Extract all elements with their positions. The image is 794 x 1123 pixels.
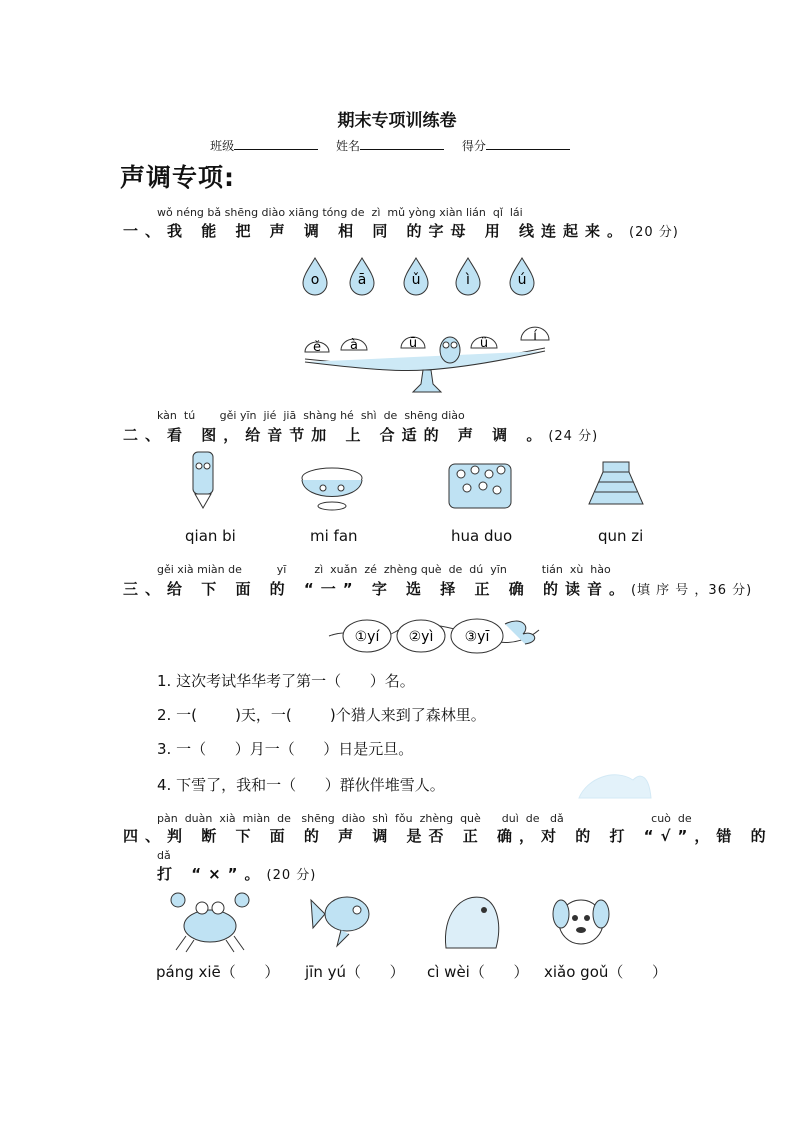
q4-instruction-2 <box>157 863 316 884</box>
q3-text: 三、给 下 面 的 “一” 字 选 择 正 确 的读音。 <box>123 580 631 598</box>
drop-letter: ǔ <box>411 272 421 288</box>
q4-word: cì wèi（ ） <box>427 963 529 981</box>
q4-word: jīn yú（ ） <box>305 963 405 981</box>
q1-score: (20 分) <box>629 225 679 240</box>
class-blank[interactable] <box>234 137 318 150</box>
score-label: 得分 <box>461 139 486 153</box>
q2-score: (24 分) <box>548 429 599 444</box>
option-label: ③yī <box>464 629 490 645</box>
q3-options-illustration <box>325 610 545 660</box>
snow-decoration-icon <box>575 758 655 802</box>
q4-score: (20 分) <box>266 868 317 883</box>
leaf-letter: à <box>350 338 358 353</box>
drop-letter: ì <box>466 272 470 288</box>
crab-icon <box>168 886 252 956</box>
drop-letter: ā <box>357 272 367 288</box>
hedgehog-icon <box>440 886 504 954</box>
option-label: ②yì <box>408 629 434 645</box>
q1-text: 一、我 能 把 声 调 相 同 的字母 用 线连起来。 <box>123 222 630 240</box>
q2-pinyin: kàn tú gěi yīn jié jiā shàng hé shì de shēng diào <box>157 409 465 422</box>
drop-letter: o <box>310 272 320 288</box>
option-pumpkin[interactable] <box>397 620 445 652</box>
page-title: 期末专项训练卷 <box>337 111 457 131</box>
q3-item: 4. 下雪了，我和一（ ）群伙伴堆雪人。 <box>157 776 445 794</box>
student-info-row <box>0 137 794 154</box>
q4-instruction: 四、判 断 下 面 的 声 调 是否 正 确，对 的 打 “√”，错 的 <box>123 827 773 845</box>
drop-icon[interactable] <box>510 258 534 295</box>
q3-item: 2. 一( )天，一( )个猎人来到了森林里。 <box>157 706 486 724</box>
q4-text-2: 打 “×”。 <box>157 865 267 883</box>
name-blank[interactable] <box>360 137 444 150</box>
q1-instruction <box>123 220 679 241</box>
skirt-icon <box>585 456 647 512</box>
option-pumpkin[interactable] <box>451 619 503 653</box>
rice-bowl-icon <box>292 460 372 515</box>
q2-instruction <box>123 424 598 445</box>
goldfish-icon <box>307 886 377 950</box>
q3-instruction <box>123 578 752 599</box>
q3-pinyin: gěi xià miàn de yī zì xuǎn zé zhèng què de dú yīn tián xù hào <box>157 563 611 576</box>
q1-drops <box>290 252 550 297</box>
q3-score: (填 序 号 ，36 分) <box>630 583 753 598</box>
leaf-letter: í <box>533 329 537 344</box>
q4-word: páng xiē（ ） <box>156 963 280 981</box>
leaf-letter: ü <box>479 336 489 351</box>
q1-pinyin: wǒ néng bǎ shēng diào xiāng tóng de zì mǔ yòng xiàn lián qǐ lái <box>157 206 523 219</box>
owl-icon <box>440 337 460 363</box>
leaf-letter: ě <box>313 340 321 355</box>
q4-word: xiǎo goǔ（ ） <box>544 963 667 981</box>
tree-leaf[interactable] <box>401 336 425 351</box>
q3-item: 3. 一（ ）月一（ ）日是元旦。 <box>157 740 414 758</box>
drop-letter: ú <box>517 272 527 288</box>
q2-word: hua duo <box>451 527 513 545</box>
option-pumpkin[interactable] <box>343 620 391 652</box>
q2-word: mi fan <box>310 527 358 545</box>
q2-word: qian bi <box>185 527 236 545</box>
tree-leaf[interactable] <box>521 327 549 344</box>
q4-pinyin: pàn duàn xià miàn de shēng diào shì fǒu zhèng què duì de dǎ cuò de <box>157 812 692 825</box>
q2-word: qun zi <box>598 527 644 545</box>
q2-text: 二、看 图，给音节加 上 合适的 声 调 。 <box>123 426 549 444</box>
drop-icon[interactable] <box>303 258 327 295</box>
drop-icon[interactable] <box>404 258 428 295</box>
score-blank[interactable] <box>486 137 570 150</box>
drop-icon[interactable] <box>456 258 480 295</box>
tree-leaf[interactable] <box>471 336 497 351</box>
q4-pinyin-2: dǎ <box>157 849 171 862</box>
puppy-icon <box>545 884 619 956</box>
q3-item: 1. 这次考试华华考了第一（ ）名。 <box>157 672 415 690</box>
flowers-icon <box>445 456 515 512</box>
section-heading: 声调专项: <box>120 163 235 192</box>
leaf-letter: ū <box>408 336 418 351</box>
class-label: 班级 <box>210 139 235 153</box>
q1-tree-illustration <box>295 322 555 397</box>
tree-leaf[interactable] <box>341 338 367 353</box>
pencil-icon <box>185 448 221 512</box>
name-label: 姓名 <box>335 139 360 153</box>
option-label: ①yí <box>354 629 380 645</box>
tree-leaf[interactable] <box>305 340 329 355</box>
drop-icon[interactable] <box>350 258 374 295</box>
